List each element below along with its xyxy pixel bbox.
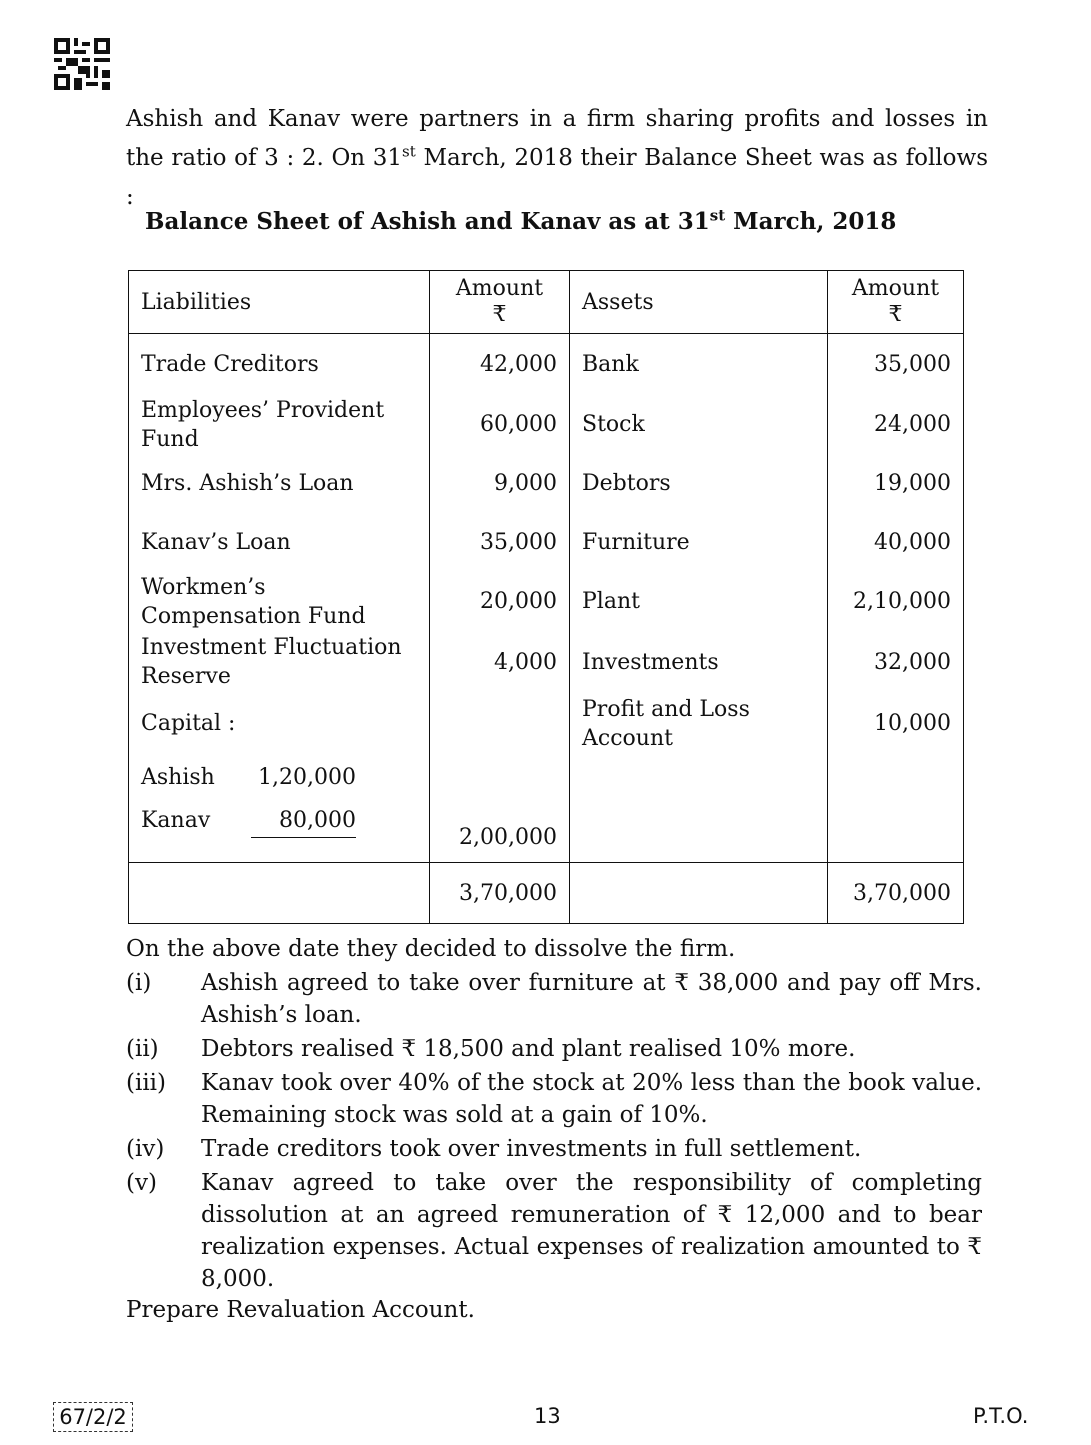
balance-sheet-table (128, 270, 964, 924)
asset-label: Investments (570, 632, 828, 693)
paper-code: 67/2/2 (53, 1402, 133, 1432)
liability-amount: 42,000 (430, 334, 570, 396)
intro-line-2 (126, 139, 988, 217)
empty-cell (570, 800, 828, 863)
asset-amount: 40,000 (828, 513, 964, 572)
total-row (129, 863, 964, 924)
intro-superscript: st (402, 142, 416, 161)
liability-amount: 35,000 (430, 513, 570, 572)
asset-amount: 19,000 (828, 454, 964, 513)
header-assets-amount (828, 271, 964, 334)
adjustments-list (126, 967, 982, 1297)
liability-label: Kanav’s Loan (129, 513, 430, 572)
liability-label: Workmen’s Compensation Fund (129, 572, 430, 632)
list-item (126, 967, 982, 1031)
intro-line-1: Ashish and Kanav were partners in a firm sharing profits and losses in (126, 106, 988, 132)
asset-label: Stock (570, 396, 828, 454)
title-superscript: st (709, 206, 726, 225)
asset-amount: 24,000 (828, 396, 964, 454)
item-text: Trade creditors took over investments in full settlement. (201, 1136, 862, 1162)
asset-label: Furniture (570, 513, 828, 572)
item-text: Ashish agreed to take over furniture at ₹ 38,000 and pay off Mrs. Ashish’s loan. (201, 970, 982, 1028)
empty-cell (129, 863, 430, 924)
header-assets: Assets (570, 271, 828, 334)
liability-label: Investment Fluctuation Reserve (129, 632, 430, 693)
dissolution-statement: On the above date they decided to dissolve the firm. (126, 936, 736, 962)
capital-entry (129, 755, 430, 800)
item-number: (i) (126, 970, 152, 996)
asset-amount: 35,000 (828, 334, 964, 396)
header-amount-label: Amount (455, 276, 544, 301)
item-number: (iii) (126, 1070, 167, 1096)
asset-label: Plant (570, 572, 828, 632)
title-text: Balance Sheet of Ashish and Kanav as at 31 (145, 208, 710, 235)
empty-cell (570, 863, 828, 924)
empty-cell (828, 755, 964, 800)
table-row (129, 454, 964, 513)
item-text: Kanav agreed to take over the responsibility of completing dissolution at an agreed remuneration of ₹ 12,000 and to bear realization expenses. Actual expenses of realization amounted to ₹ 8,000. (201, 1170, 982, 1292)
item-text: Debtors realised ₹ 18,500 and plant realised 10% more. (201, 1036, 856, 1062)
liability-label: Capital : (129, 693, 430, 755)
list-item (126, 1133, 982, 1165)
total-assets: 3,70,000 (828, 863, 964, 924)
empty-cell (570, 755, 828, 800)
item-number: (v) (126, 1170, 157, 1196)
liability-amount (430, 693, 570, 755)
rupee-icon: ₹ (492, 302, 507, 327)
asset-amount: 2,10,000 (828, 572, 964, 632)
item-text: Kanav took over 40% of the stock at 20% less than the book value. Remaining stock was sold at a gain of 10%. (201, 1070, 982, 1128)
liability-label: Trade Creditors (129, 334, 430, 396)
total-liabilities: 3,70,000 (430, 863, 570, 924)
instruction-text: Prepare Revaluation Account. (126, 1297, 475, 1323)
asset-amount: 32,000 (828, 632, 964, 693)
list-item (126, 1167, 982, 1295)
liability-amount: 4,000 (430, 632, 570, 693)
qr-code-icon (54, 38, 110, 90)
list-item (126, 1033, 982, 1065)
capital-row-ashish (129, 755, 964, 800)
asset-label: Debtors (570, 454, 828, 513)
capital-name: Kanav (141, 807, 211, 833)
liability-label: Employees’ Provident Fund (129, 396, 430, 454)
header-liabilities: Liabilities (129, 271, 430, 334)
empty-cell (430, 755, 570, 800)
capital-amount: 80,000 (251, 806, 356, 838)
table-row (129, 334, 964, 396)
table-row (129, 513, 964, 572)
table-row (129, 632, 964, 693)
liability-amount: 9,000 (430, 454, 570, 513)
capital-row-kanav (129, 800, 964, 863)
item-number: (iv) (126, 1136, 165, 1162)
capital-entry (129, 800, 430, 863)
intro-paragraph (126, 100, 988, 217)
capital-amount: 1,20,000 (258, 764, 356, 790)
rupee-icon: ₹ (888, 302, 903, 327)
pto-label: P.T.O. (973, 1404, 1029, 1428)
asset-label: Profit and Loss Account (570, 693, 828, 755)
title-tail: March, 2018 (725, 208, 897, 235)
page-number: 13 (534, 1404, 561, 1428)
header-amount-label: Amount (851, 276, 940, 301)
liability-amount: 20,000 (430, 572, 570, 632)
capital-total: 2,00,000 (430, 800, 570, 863)
header-liabilities-amount (430, 271, 570, 334)
table-header-row (129, 271, 964, 334)
item-number: (ii) (126, 1036, 159, 1062)
empty-cell (828, 800, 964, 863)
intro-line-2-text: the ratio of 3 : 2. On 31 (126, 145, 403, 171)
capital-name: Ashish (141, 764, 215, 790)
list-item (126, 1067, 982, 1131)
asset-amount: 10,000 (828, 693, 964, 755)
table-row (129, 396, 964, 454)
asset-label: Bank (570, 334, 828, 396)
balance-sheet-title (145, 208, 896, 235)
intro-line-2-tail: March, 2018 their Balance Sheet was as follows : (126, 145, 989, 210)
table-row (129, 693, 964, 755)
liability-label: Mrs. Ashish’s Loan (129, 454, 430, 513)
table-row (129, 572, 964, 632)
liability-amount: 60,000 (430, 396, 570, 454)
